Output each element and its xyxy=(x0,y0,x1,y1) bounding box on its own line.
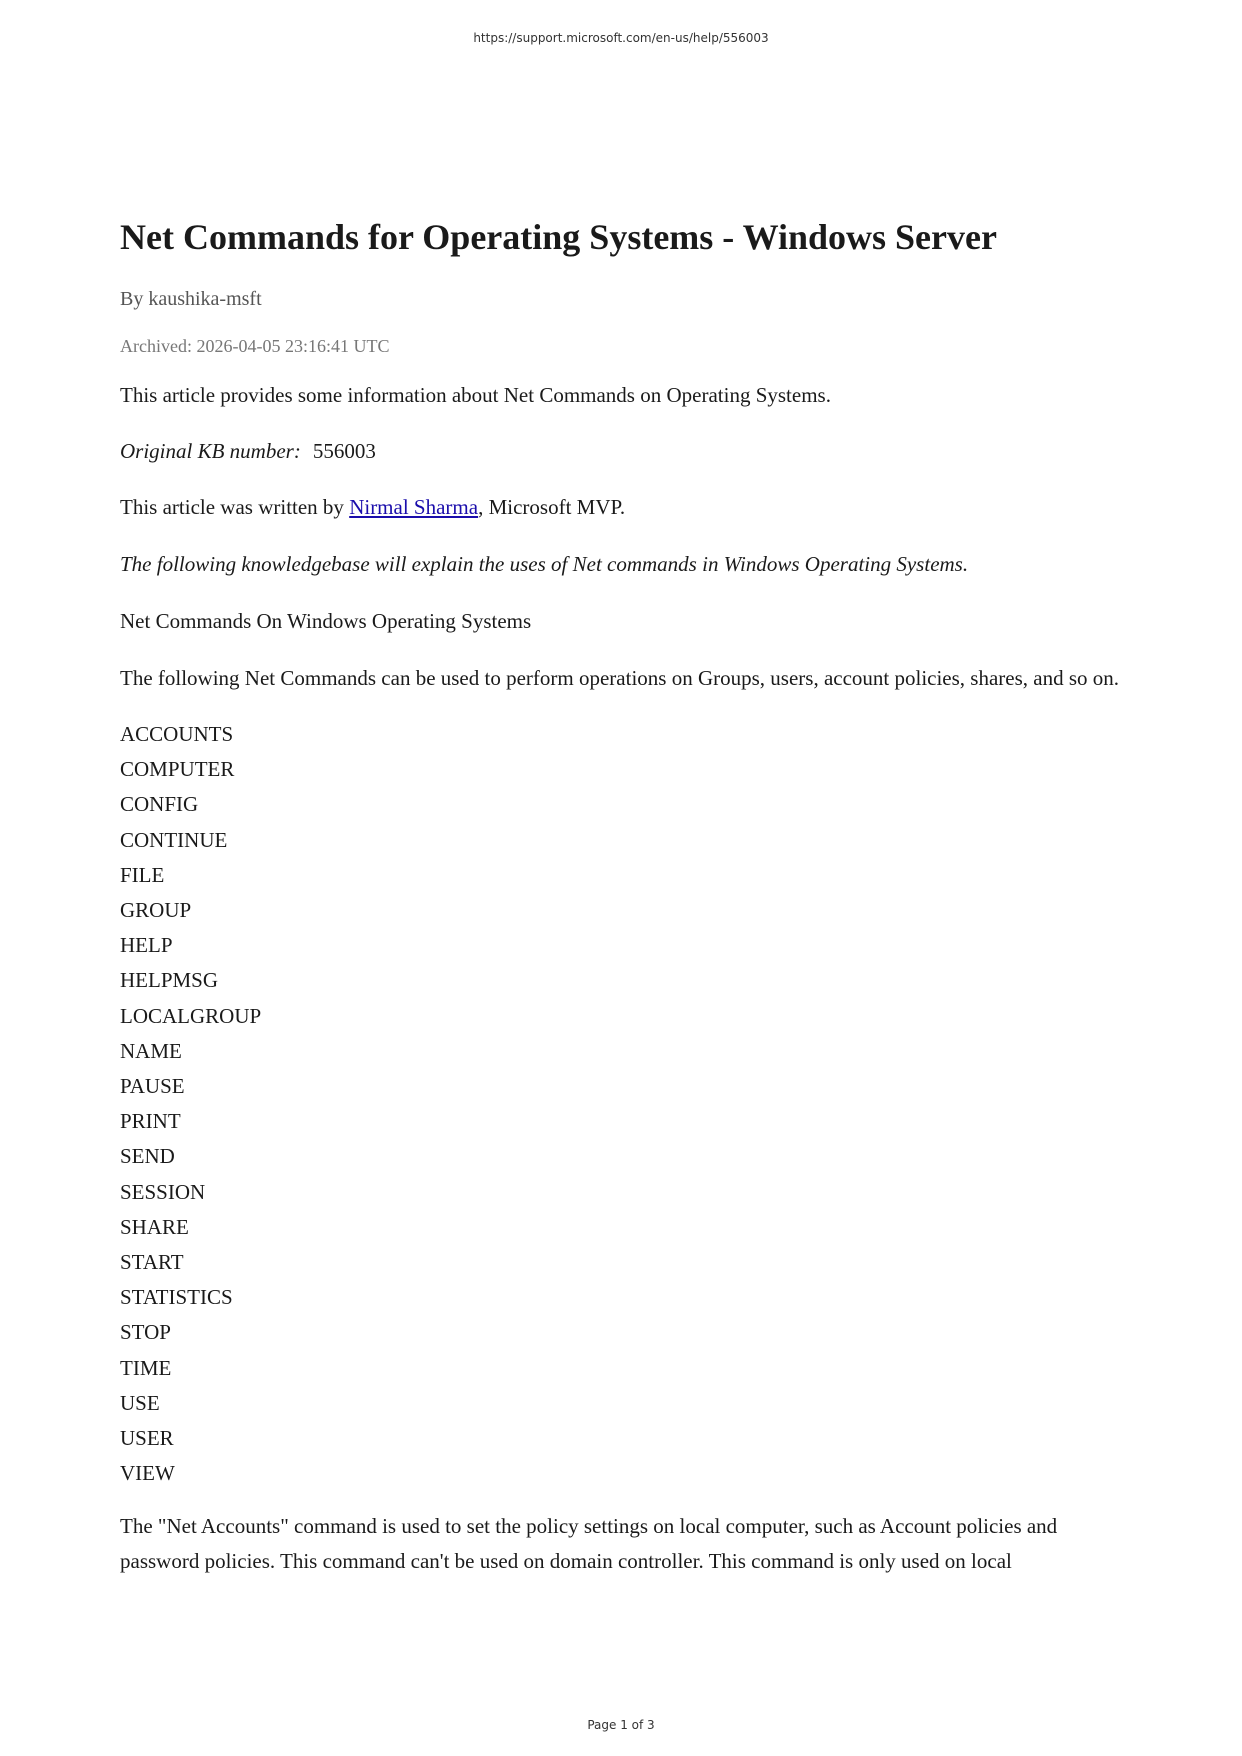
command-item: ACCOUNTS xyxy=(120,722,234,746)
command-item: NAME xyxy=(120,1038,182,1063)
page-number: Page 1 of 3 xyxy=(587,1718,655,1732)
command-item: TIME xyxy=(120,1355,172,1380)
command-item: FILE xyxy=(120,862,165,887)
command-item: PAUSE xyxy=(120,1074,185,1099)
command-item: COMPUTER xyxy=(120,757,235,782)
command-item: PRINT xyxy=(120,1109,181,1134)
intro-paragraph: This article provides some information about Net Commands on Operating Systems. xyxy=(120,383,831,407)
command-item: START xyxy=(120,1250,184,1275)
command-item: STOP xyxy=(120,1320,171,1345)
command-item: GROUP xyxy=(120,898,192,923)
command-item: VIEW xyxy=(120,1461,175,1486)
page-title: Net Commands for Operating Systems - Windows Server xyxy=(120,217,997,257)
page-url: https://support.microsoft.com/en-us/help/556003 xyxy=(473,31,769,45)
author-suffix: , Microsoft MVP. xyxy=(478,495,626,519)
command-item: SEND xyxy=(120,1144,175,1169)
kb-number-value: 556003 xyxy=(312,439,376,463)
command-item: SESSION xyxy=(120,1179,206,1204)
kb-number-paragraph xyxy=(120,434,1130,469)
operations-description: The following Net Commands can be used to perform operations on Groups, users, account policies, shares, and so on. xyxy=(120,666,1120,690)
command-item: CONTINUE xyxy=(120,827,228,852)
command-list xyxy=(120,717,1130,1491)
command-item: USE xyxy=(120,1390,160,1415)
author-paragraph xyxy=(120,490,1130,525)
command-item: CONFIG xyxy=(120,792,199,817)
command-item: LOCALGROUP xyxy=(120,1003,262,1028)
archived-timestamp: Archived: 2026-04-05 23:16:41 UTC xyxy=(120,336,390,356)
author-prefix: This article was written by xyxy=(120,495,350,519)
command-item: STATISTICS xyxy=(120,1285,233,1310)
command-item: HELPMSG xyxy=(120,968,219,993)
author-link[interactable]: Nirmal Sharma xyxy=(349,495,479,519)
article xyxy=(120,212,1130,1579)
section-heading: Net Commands On Windows Operating Systems xyxy=(120,609,532,633)
explain-paragraph: The following knowledgebase will explain the uses of Net commands in Windows Operating Systems. xyxy=(120,552,969,576)
net-accounts-paragraph: The "Net Accounts" command is used to set the policy settings on local computer, such as Account policies and password policies. This command can't be used on domain controller. This command is only used on local xyxy=(120,1514,1058,1574)
author-byline: By kaushika-msft xyxy=(120,288,262,310)
kb-number-label: Original KB number: xyxy=(120,439,301,463)
command-item: SHARE xyxy=(120,1214,189,1239)
command-item: HELP xyxy=(120,933,173,958)
command-item: USER xyxy=(120,1426,174,1451)
